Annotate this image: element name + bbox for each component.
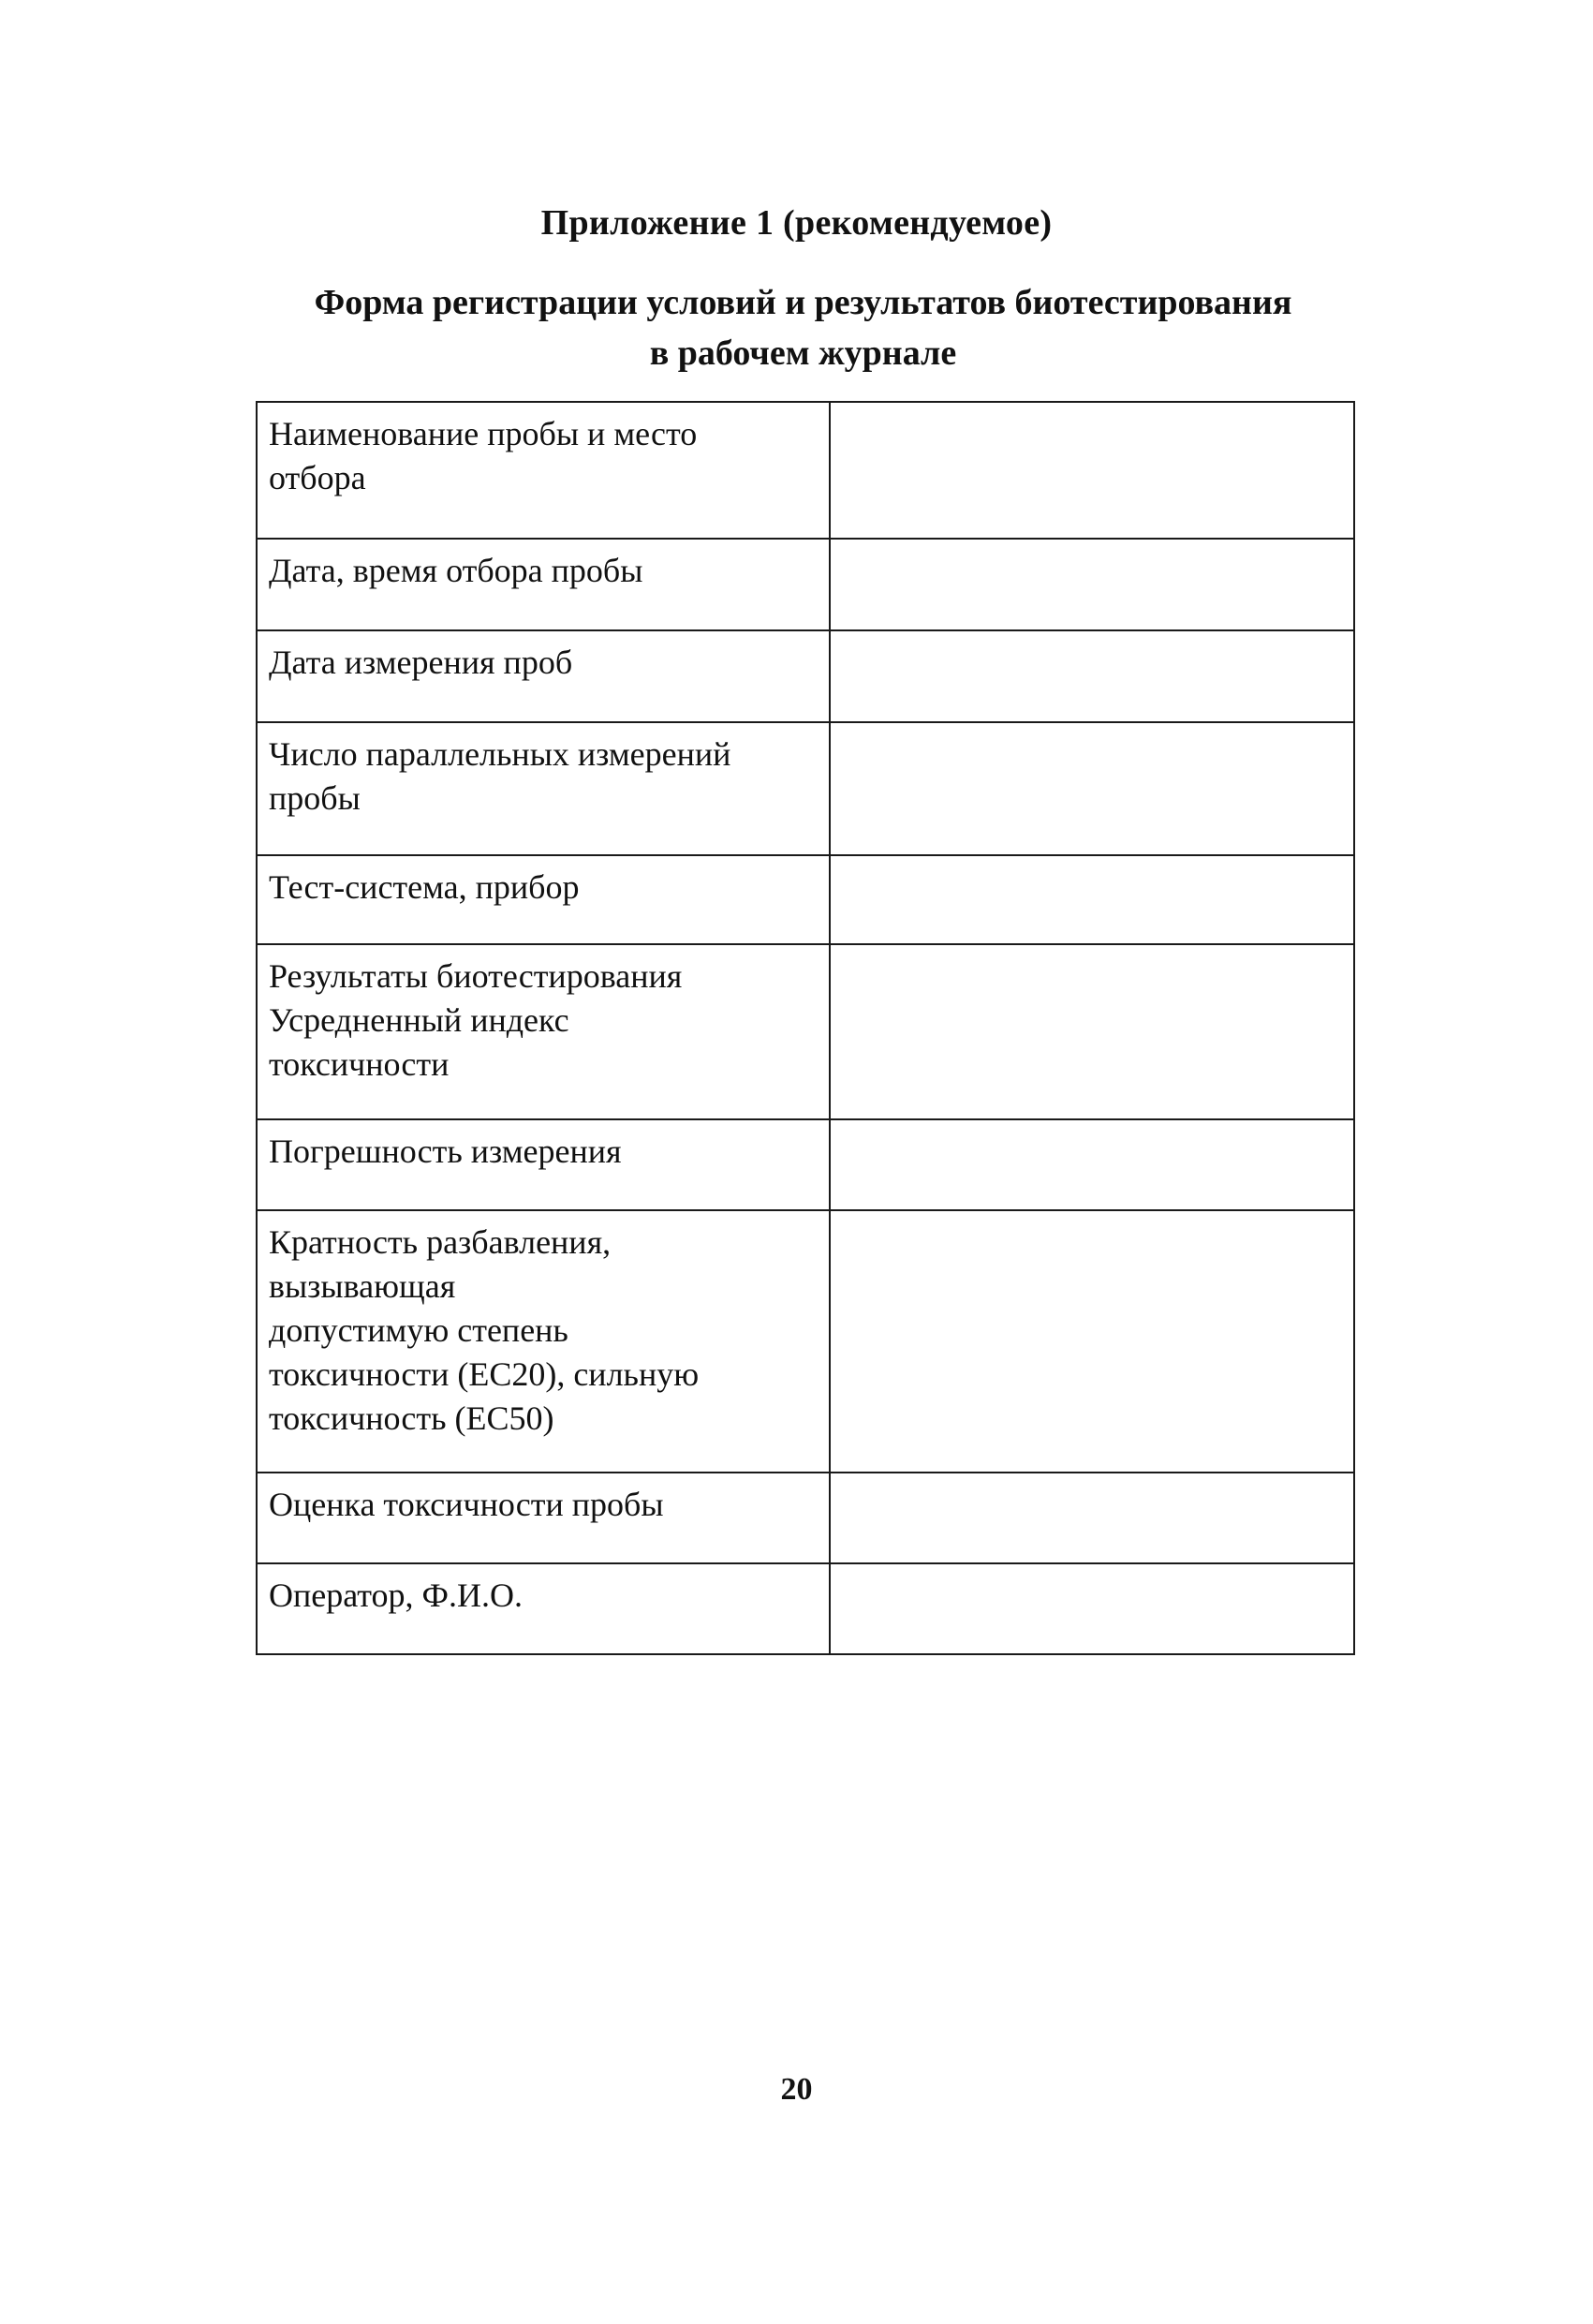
- appendix-title: Приложение 1 (рекомендуемое): [540, 203, 1053, 243]
- page-number: 20: [780, 2072, 813, 2107]
- row-label: Дата измерения проб: [257, 630, 830, 722]
- table-row-sample-name: [257, 402, 1354, 539]
- row-value-field[interactable]: [830, 1563, 1354, 1654]
- row-value-field[interactable]: [830, 539, 1354, 630]
- table-row-biotesting-results: [257, 944, 1354, 1119]
- row-value-field[interactable]: [830, 1210, 1354, 1473]
- row-label: Тест-система, прибор: [257, 855, 830, 944]
- row-value-field[interactable]: [830, 855, 1354, 944]
- row-value-field[interactable]: [830, 1119, 1354, 1210]
- row-value-field[interactable]: [830, 722, 1354, 855]
- row-label: Оценка токсичности пробы: [257, 1473, 830, 1563]
- row-label: Оператор, Ф.И.О.: [257, 1563, 830, 1654]
- row-label: Число параллельных измерений пробы: [257, 722, 830, 855]
- table-row-operator: [257, 1563, 1354, 1654]
- registration-form-table: [256, 401, 1355, 1655]
- row-value-field[interactable]: [830, 944, 1354, 1119]
- row-label: Кратность разбавления, вызывающая допустимую степень токсичности (ЕС20), сильную токсичность (ЕС50): [257, 1210, 830, 1473]
- table-row-toxicity-assessment: [257, 1473, 1354, 1563]
- row-label: Наименование пробы и место отбора: [257, 402, 830, 539]
- table-row-measurement-date: [257, 630, 1354, 722]
- form-title: Форма регистрации условий и результатов биотестирования в рабочем журнале: [314, 283, 1292, 373]
- table-row-measurement-error: [257, 1119, 1354, 1210]
- row-label: Дата, время отбора пробы: [257, 539, 830, 630]
- row-label: Результаты биотестирования Усредненный индекс токсичности: [257, 944, 830, 1119]
- row-value-field[interactable]: [830, 402, 1354, 539]
- table-row-sampling-datetime: [257, 539, 1354, 630]
- row-value-field[interactable]: [830, 1473, 1354, 1563]
- table-row-test-system: [257, 855, 1354, 944]
- row-value-field[interactable]: [830, 630, 1354, 722]
- row-label: Погрешность измерения: [257, 1119, 830, 1210]
- table-row-dilution-ratio: [257, 1210, 1354, 1473]
- table-row-parallel-measurements: [257, 722, 1354, 855]
